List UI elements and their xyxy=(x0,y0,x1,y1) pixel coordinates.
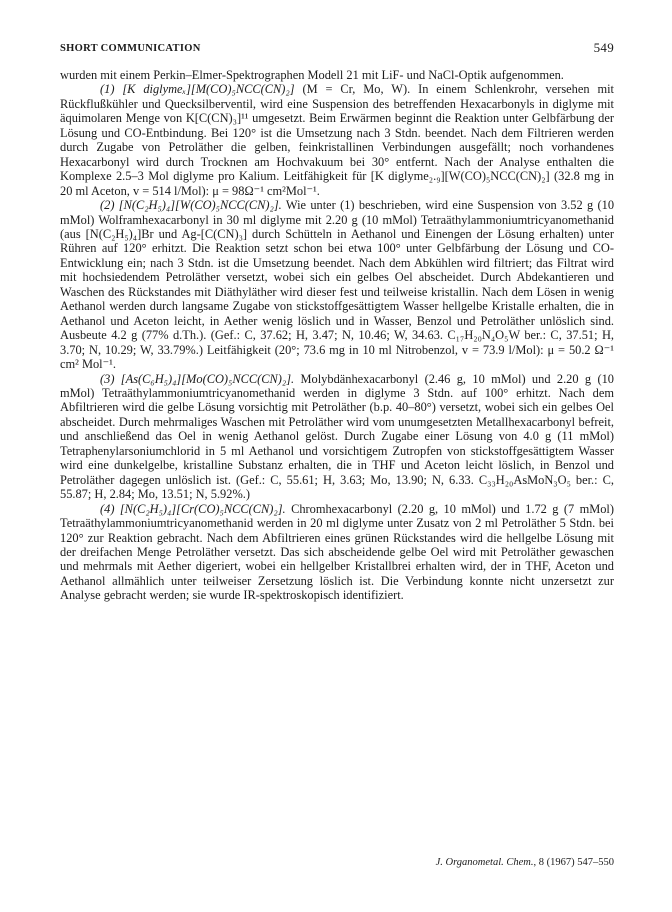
paragraph-compound-4 xyxy=(60,502,614,603)
paragraph-intro xyxy=(60,68,614,82)
journal-volume: , 8 (1967) 547–550 xyxy=(533,857,614,868)
compound-heading: (3) [As(C₆H₅)₄][Mo(CO)₅NCC(CN)₂]. xyxy=(100,371,295,386)
paragraph-text: Molybdänhexacarbonyl (2.46 g, 10 mMol) und 2.20 g (10 mMol) Tetraäthylammoniumtricyanomethanid werden in diglyme 3 Stdn. auf 100° erhitzt. Nach dem Abfiltrieren wird die gelbe Lösung vorsichtig mit Petroläther (b.p. 40–80°) versetzt, wobei sich ein gelbes Oel abscheidet. Durch mehrmaliges Waschen mit Petroläther wird vom unumgesetzten Metallhexacarbonyl befreit, und anschließend das Oel in wenig Aethanol gelöst. Durch Zugabe einer Lösung von 4.0 g (11 mMol) Tetraphenylarsoniumchlorid in 5 ml Aethanol und vorsichtigem Zutropfen von stickstoffgesättigtem Wasser wird eine dunkelgelbe, kristalline Substanz erhalten, die in THF und Aceton leicht löslich, in Benzol und Petroläther dagegen unlöslich ist. (Gef.: C, 55.61; H, 3.63; Mo, 13.90; N, 6.33. C₃₃H₂₀AsMoN₃O₅ ber.: C, 55.87; H, 2.84; Mo, 13.51; N, 5.92%.) xyxy=(60,371,614,502)
running-title: SHORT COMMUNICATION xyxy=(60,43,201,54)
running-head xyxy=(60,40,614,55)
paragraph-text: Wie unter (1) beschrieben, wird eine Suspension von 3.52 g (10 mMol) Wolframhexacarbonyl in 30 ml diglyme mit 2.20 g (10 mMol) Tetraäthylammoniumtricyanomethanid (aus [N(C₂H₅)₄]Br und Ag-[C(CN)₃] durch Schütteln in Aethanol und Einengen der Lösung erhalten) unter Rühren auf 120° erhitzt. Die Reaktion setzt schon bei etwa 100° unter Gelbfärbung der Lösung und CO-Entwicklung ein; nach 3 Stdn. ist die Umsetzung beendet. Nach dem Abkühlen wird filtriert; das Filtrat wird mit hochsiedendem Petroläther versetzt, wobei sich ein gelbes Oel abscheidet. Durch Abdekantieren und Waschen des Rückstandes mit Diäthyläther wird dieser fest und teilweise kristallin. Nach dem Lösen in wenig Aethanol werden durch langsame Zugabe von stickstoffgesättigtem Wasser hellgelbe Kristalle erhalten, die in Aethanol und Aceton leicht, in Aether wenig löslich und in Wasser, Benzol und Petroläther unlöslich sind. Ausbeute 4.2 g (77% d.Th.). (Gef.: C, 37.62; H, 3.47; N, 10.46; W, 34.63. C₁₇H₂₀N₄O₅W ber.: C, 37.51; H, 3.70; N, 10.29; W, 33.79%.) Leitfähigkeit (20°; 73.6 mg in 10 ml Nitrobenzol, v = 73.9 l/Mol): μ = 50.2 Ω⁻¹ cm² Mol⁻¹. xyxy=(60,198,615,372)
paragraph-compound-3 xyxy=(60,372,614,502)
compound-heading: (2) [N(C₂H₅)₄][W(CO)₅NCC(CN)₂]. xyxy=(100,198,282,213)
compound-heading: (4) [N(C₂H₅)₄][Cr(CO)₅NCC(CN)₂]. xyxy=(100,501,286,516)
paragraph-text: (M = Cr, Mo, W). In einem Schlenkrohr, versehen mit Rückflußkühler und Quecksilberventil, wird eine Suspension des betreffenden Hexacarbonyls in diglyme mit äquimolaren Menge von K[C(CN)₃]¹¹ umgesetzt. Beim Erwärmen beginnt die Reaktion unter Gelbfärbung der Lösung und CO-Entbindung. Bei 120° ist die Umsetzung nach 3 Stdn. beendet. Nach dem Filtrieren werden durch Zugabe von Petroläther die gelben, feinkristallinen Verbindungen ausgefällt; noch vorhandenes Hexacarbonyl wird durch Trocknen am Hochvakuum bei 30° entfernt. Nach der Analyse enthalten die Komplexe 2.5–3 Mol diglyme pro Kalium. Leitfähigkeit für [K diglyme₂.₉][W(CO)₅NCC(CN)₂] (32.8 mg in 20 ml Aceton, v = 514 l/Mol): μ = 98Ω⁻¹ cm²Mol⁻¹. xyxy=(60,82,614,198)
paragraph-compound-1 xyxy=(60,82,614,198)
compound-heading: (1) [K diglymeₓ][M(CO)₅NCC(CN)₂] xyxy=(100,82,295,97)
page-number: 549 xyxy=(593,40,614,55)
journal-citation xyxy=(436,857,614,868)
paragraph-text: Chromhexacarbonyl (2.20 g, 10 mMol) und 1.72 g (7 mMol) Tetraäthylammoniumtricyanomethanid werden in 20 ml diglyme unter Zusatz von 2 ml Petroläther 5 Stdn. bei 120° zur Reaktion gebracht. Nach dem Abfiltrieren eines grünen Rückstandes wird die hellgelbe Lösung mit der dreifachen Menge Petroläther versetzt. Das sich abscheidende gelbe Oel wird mit Petroläther gewaschen und mehrmals mit Aether digeriert, wobei ein hellgelber Kristallbrei erhalten wird, der in THF, Aceton und Aethanol allmählich unter teilweiser Zersetzung löslich ist. Die Verbindung konnte nicht unzersetzt zur Analyse gebracht werden; sie wurde IR-spektroskopisch identifiziert. xyxy=(60,501,615,603)
paragraph-compound-2 xyxy=(60,198,614,371)
article-body xyxy=(60,68,614,603)
paragraph-text: wurden mit einem Perkin–Elmer-Spektrographen Modell 21 mit LiF- und NaCl-Optik aufgenommen. xyxy=(60,68,564,82)
journal-name: J. Organometal. Chem. xyxy=(435,857,534,868)
